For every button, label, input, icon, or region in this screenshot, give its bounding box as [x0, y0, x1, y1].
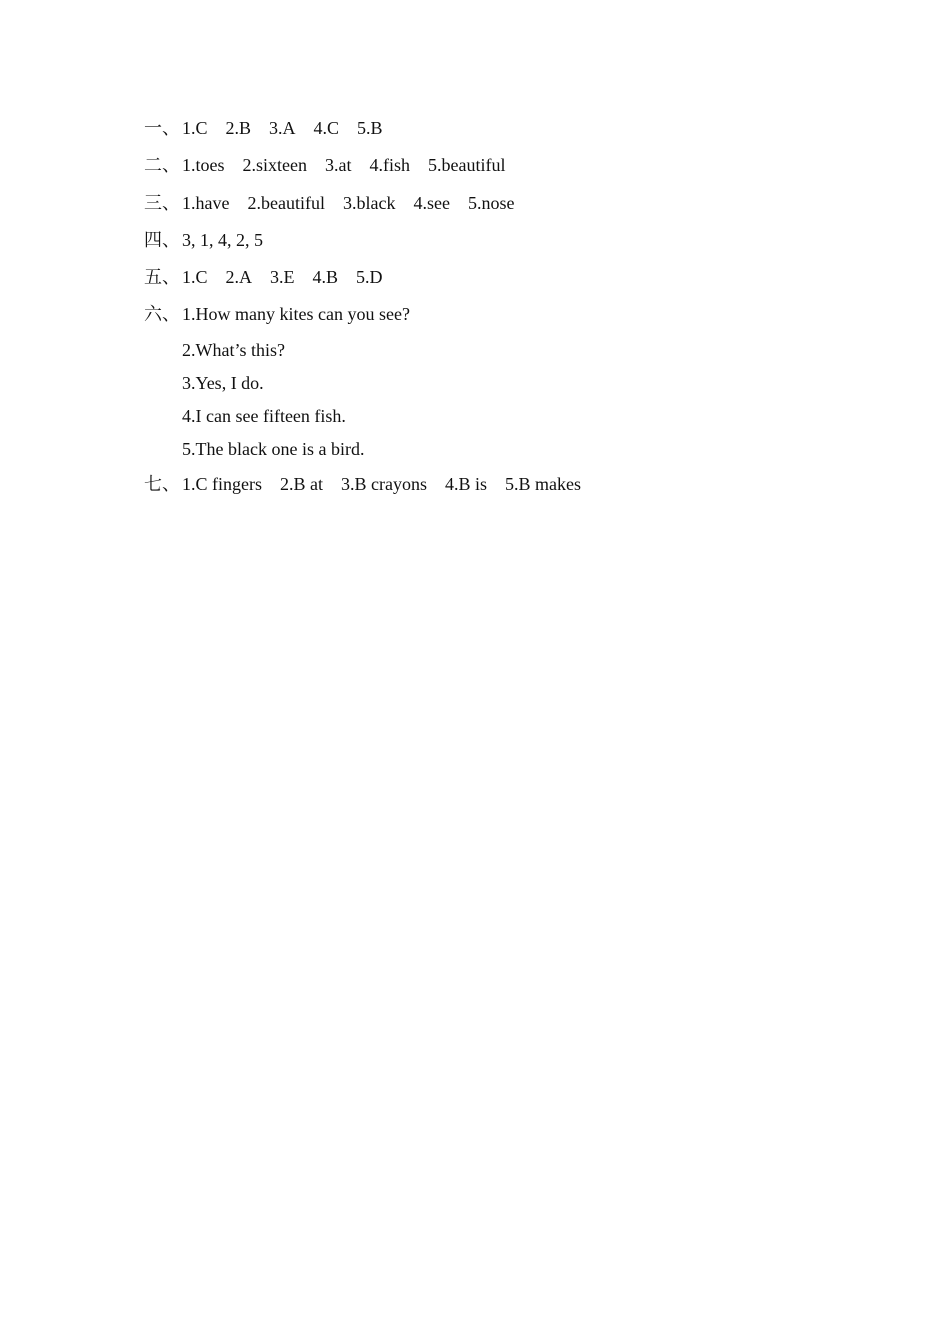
section-marker: 五、	[144, 267, 180, 287]
answer-item: 1.have	[182, 193, 230, 213]
answer-item: 4.B	[312, 267, 339, 287]
answer-item: 4.fish	[369, 155, 410, 175]
answer-item: 3.at	[325, 155, 352, 175]
section-6-sub-item: 2.What’s this?	[182, 340, 285, 360]
answer-item: 1.C	[182, 267, 208, 287]
answer-item: 1.toes	[182, 155, 225, 175]
section-marker: 七、	[144, 474, 180, 494]
answer-item: 1.C fingers	[182, 474, 262, 494]
answer-item: 4.C	[313, 118, 340, 138]
answer-item: 2.A	[225, 267, 253, 287]
answer-item: 1.C	[182, 118, 208, 138]
answer-item: 1.How many kites can you see?	[182, 304, 410, 324]
section-marker: 二、	[144, 155, 180, 175]
section-2-line	[144, 154, 523, 176]
answer-item: 3.A	[269, 118, 296, 138]
answer-item: 3.black	[342, 193, 396, 213]
section-6-sub-item: 5.The black one is a bird.	[182, 439, 365, 459]
section-1-line	[144, 117, 401, 139]
answer-item: 5.nose	[467, 193, 515, 213]
answer-item: 3.B crayons	[341, 474, 427, 494]
section-marker: 六、	[144, 304, 180, 324]
answer-item: 5.B	[357, 118, 383, 138]
section-6-sub-item: 3.Yes, I do.	[182, 373, 264, 393]
section-3-line	[144, 192, 532, 214]
section-6-line	[144, 303, 428, 325]
answer-item: 5.beautiful	[428, 155, 506, 175]
section-marker: 三、	[144, 193, 180, 213]
answer-item: 4.B is	[444, 474, 487, 494]
section-marker: 四、	[144, 230, 180, 250]
section-6-sub-item: 4.I can see fifteen fish.	[182, 406, 346, 426]
answer-item: 4.see	[413, 193, 450, 213]
answer-item: 2.B at	[280, 474, 323, 494]
answer-item: 3, 1, 4, 2, 5	[182, 230, 263, 250]
answer-item: 2.sixteen	[242, 155, 307, 175]
answer-item: 2.B	[225, 118, 252, 138]
answer-item: 3.E	[270, 267, 295, 287]
section-7-line	[144, 473, 599, 495]
section-4-line	[144, 229, 281, 251]
answer-item: 5.D	[356, 267, 383, 287]
answer-item: 5.B makes	[505, 474, 581, 494]
answer-item: 2.beautiful	[247, 193, 325, 213]
section-marker: 一、	[144, 118, 180, 138]
section-5-line	[144, 266, 401, 288]
